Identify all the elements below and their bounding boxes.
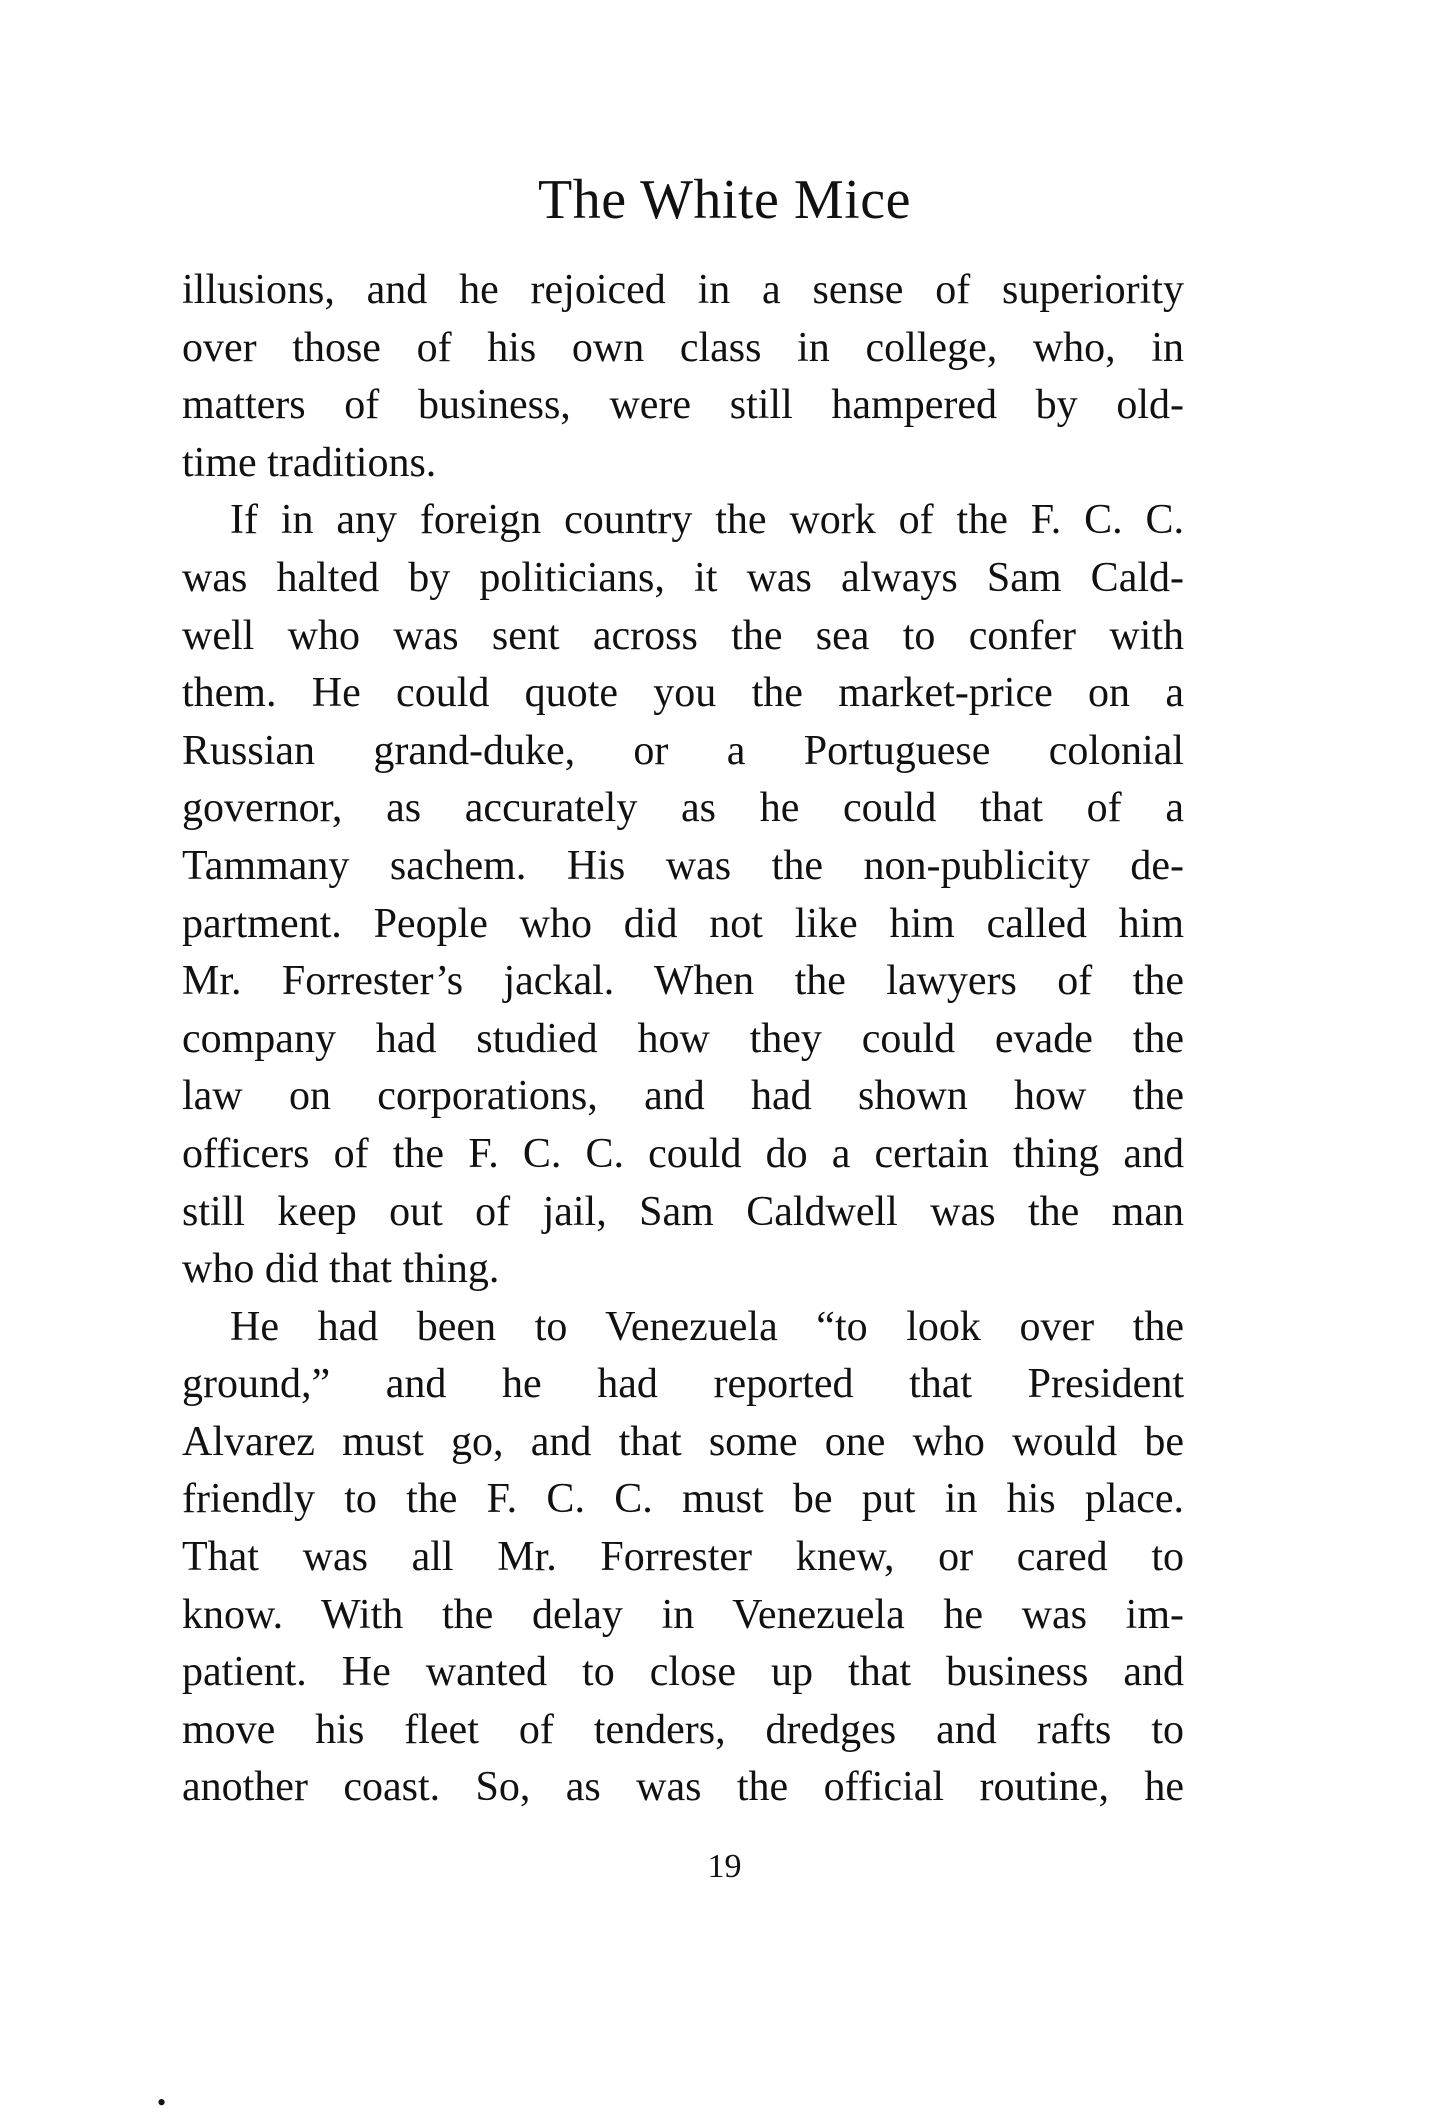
text-line: illusions, and he rejoiced in a sense of superiority xyxy=(182,267,1184,313)
text-line: know. With the delay in Venezuela he was im- xyxy=(182,1591,1184,1638)
text-line: well who was sent across the sea to confer with xyxy=(182,612,1184,659)
text-line: another coast. So, as was the official routine, he xyxy=(182,1764,1184,1811)
text-line: time traditions. xyxy=(182,439,437,486)
text-line: still keep out of jail, Sam Caldwell was the man xyxy=(182,1188,1184,1235)
text-line: governor, as accurately as he could that of a xyxy=(182,785,1184,832)
text-line: move his fleet of tenders, dredges and rafts to xyxy=(182,1706,1184,1753)
text-line: If in any foreign country the work of the F. C. C. xyxy=(230,497,1184,544)
text-line: friendly to the F. C. C. must be put in his place. xyxy=(182,1476,1184,1523)
margin-mark: • xyxy=(157,2088,167,2117)
running-title: The White Mice xyxy=(538,169,911,231)
text-line: Alvarez must go, and that some one who would be xyxy=(182,1418,1184,1465)
text-line: That was all Mr. Forrester knew, or cared to xyxy=(182,1534,1184,1581)
text-line: over those of his own class in college, who, in xyxy=(182,324,1184,371)
text-line: was halted by politicians, it was always Sam Cald- xyxy=(182,554,1184,601)
text-line: patient. He wanted to close up that business and xyxy=(182,1649,1184,1696)
text-line: Mr. Forrester’s jackal. When the lawyers of the xyxy=(182,958,1184,1005)
text-line: company had studied how they could evade the xyxy=(182,1015,1184,1062)
text-line: matters of business, were still hampered by old- xyxy=(182,382,1184,429)
page-number: 19 xyxy=(707,1848,742,1885)
text-line: ground,” and he had reported that President xyxy=(182,1361,1184,1408)
text-line: law on corporations, and had shown how the xyxy=(182,1073,1184,1120)
text-line: Russian grand-duke, or a Portuguese colonial xyxy=(182,727,1184,774)
text-line: Tammany sachem. His was the non-publicity de- xyxy=(182,842,1184,889)
text-line: them. He could quote you the market-price on a xyxy=(182,670,1184,717)
body-text xyxy=(182,262,1184,1817)
text-line: who did that thing. xyxy=(182,1246,500,1293)
text-line: partment. People who did not like him called him xyxy=(182,900,1184,947)
text-line: He had been to Venezuela “to look over the xyxy=(230,1303,1184,1350)
text-line: officers of the F. C. C. could do a certain thing and xyxy=(182,1130,1184,1177)
